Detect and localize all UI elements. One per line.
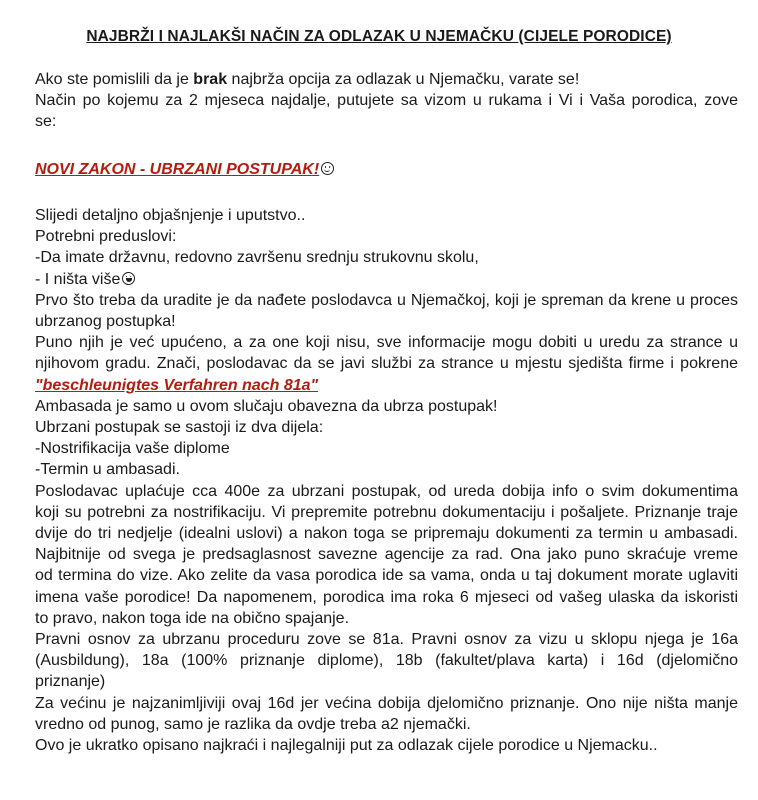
body-line: Puno njih je već upućeno, a za one koji nisu, sve informacije mogu dobiti u uredu za strance u	[35, 334, 738, 352]
intro-line-1: Ako ste pomislili da je brak najbrža opcija za odlazak u Njemačku, varate se!	[35, 71, 580, 88]
intro-line-2: Način po kojemu za 2 mjeseca najdalje, putujete sa vizom u rukama i Vi i Vaša porodica, zove	[35, 92, 738, 110]
body-line: Najbitnije od svega je predsaglasnost savezne agencije za rad. Ona jako puno skraćuje vreme	[35, 546, 738, 564]
body-line: -Termin u ambasadi.	[35, 461, 180, 479]
intro-bold-word: brak	[193, 71, 228, 88]
headline	[35, 159, 738, 180]
body-line: Ovo je ukratko opisano najkraći i najlegalniji put za odlazak cijele porodice u Njemacku..	[35, 737, 658, 755]
intro-paragraph	[35, 69, 738, 133]
body-line: (Ausbildung), 18a (100% priznanje diplome), 18b (fakultet/plava karta) i 16d (djelomično	[35, 652, 738, 670]
body-line: od termina do vize. Ako zelite da vasa porodica ide sa vama, onda u taj dokument morate uglaviti	[35, 567, 738, 585]
body-line: Za većinu je najzanimljiviji ovaj 16d jer većina dobija djelomično priznanje. Ono nije ništa manje	[35, 694, 738, 712]
body-line: imena vaše porodice! Da napomenem, porodica ima roka 6 mjeseci od vašeg ulaska da iskoristi	[35, 588, 738, 606]
body-line: koji su potrebni za nostrifikaciju. Vi prepremite potrebnu dokumentaciju i pošaljete. Priznanje traje	[35, 503, 738, 521]
body-line: to pravo, nakon toga ide na obično spajanje.	[35, 609, 350, 627]
body-line: priznanje)	[35, 673, 106, 691]
headline-text: NOVI ZAKON - UBRZANI POSTUPAK!	[35, 161, 320, 178]
body-line: Pravni osnov za ubrzanu proceduru zove se 81a. Pravni osnov za vizu u sklopu njega je 16a	[35, 631, 738, 649]
body-line: Poslodavac uplaćuje cca 400e za ubrzani postupak, od ureda dobija info o svim dokumentima	[35, 482, 738, 500]
highlighted-law-reference: "beschleunigtes Verfahren nach 81a"	[35, 376, 319, 394]
body-line: Slijedi detaljno objašnjenje i uputstvo..	[35, 207, 306, 224]
body-line: Ubrzani postupak se sastoji iz dva dijela:	[35, 419, 324, 437]
document-title: NAJBRŽI I NAJLAKŠI NAČIN ZA ODLAZAK U NJEMAČKU (CIJELE PORODICE)	[86, 28, 672, 45]
body-line: njihovom gradu. Znači, poslodavac da se javi službi za strance u mjestu sjedišta firme i pokrene	[35, 355, 738, 373]
body-line: Prvo što treba da uradite je da nađete poslodavca u Njemačkoj, koji je spreman da krene u proces	[35, 291, 738, 309]
body-line: -Da imate državnu, redovno završenu srednju strukovnu skolu,	[35, 249, 479, 267]
body-text	[35, 205, 738, 756]
smiley-icon	[321, 162, 334, 175]
body-line: Potrebni preduslovi:	[35, 228, 177, 246]
body-line: dvije do tri nedjelje (idealni uslovi) a nakon toga se pripremaju dokumenti za termin u ambasadi.	[35, 525, 738, 543]
intro-line-3: se:	[35, 113, 57, 131]
body-line: -Nostrifikacija vaše diplome	[35, 440, 230, 458]
body-line: - I ništa više	[35, 269, 738, 290]
body-line: Ambasada je samo u ovom slučaju obavezna da ubrza postupak!	[35, 397, 498, 415]
body-line: ubrzanog postupka!	[35, 313, 176, 331]
grin-smiley-icon	[122, 272, 135, 285]
body-line: vredno od punog, samo je razlika da ovdje treba a2 njemački.	[35, 715, 471, 733]
